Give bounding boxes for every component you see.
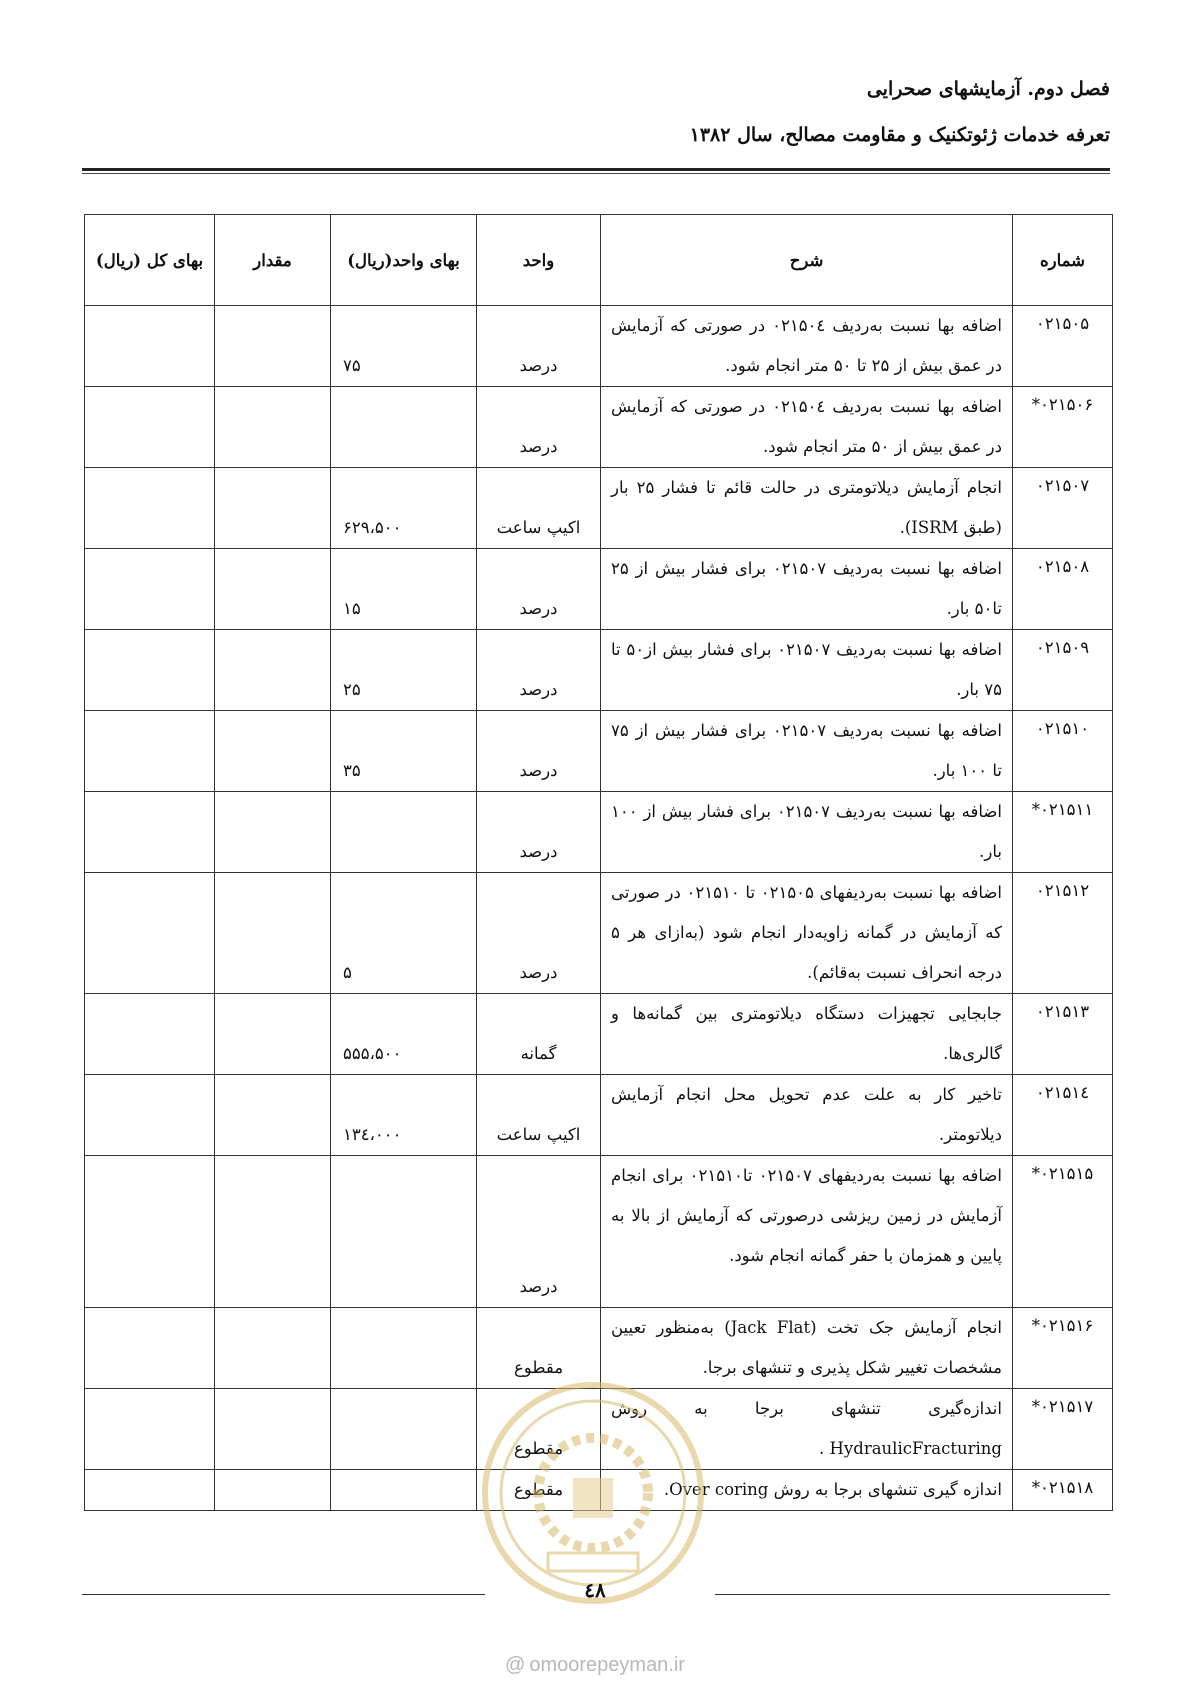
row-description: اضافه بها نسبت به‌ردیف ۰۲۱۵۰۷ برای فشار بیش از ۷۵ تا ۱۰۰ بار. [601, 711, 1013, 792]
tariff-table [84, 214, 1113, 1511]
row-unit-price: ۵ [331, 873, 477, 994]
page-number: ٤۸ [584, 1578, 606, 1602]
row-total [85, 792, 215, 873]
row-unit: درصد [477, 387, 601, 468]
row-unit: گمانه [477, 994, 601, 1075]
page-header [80, 76, 1110, 148]
row-code: ۰۲۱۵۱۷* [1013, 1389, 1113, 1470]
row-description: اندازه گیری تنشهای برجا به روش Over coring. [601, 1470, 1013, 1511]
row-code: ۰۲۱۵۱۲ [1013, 873, 1113, 994]
row-unit: درصد [477, 306, 601, 387]
row-quantity [215, 1075, 331, 1156]
row-quantity [215, 1470, 331, 1511]
row-quantity [215, 630, 331, 711]
row-quantity [215, 387, 331, 468]
watermark [0, 1654, 1190, 1677]
row-unit-price [331, 387, 477, 468]
row-quantity [215, 711, 331, 792]
row-total [85, 630, 215, 711]
row-unit: درصد [477, 1156, 601, 1308]
row-unit-price: ۱۵ [331, 549, 477, 630]
col-header-total: بهای کل (ریال) [85, 215, 215, 306]
row-total [85, 1389, 215, 1470]
row-total [85, 1075, 215, 1156]
row-total [85, 711, 215, 792]
table-row [85, 994, 1113, 1075]
row-unit: درصد [477, 630, 601, 711]
col-header-unit: واحد [477, 215, 601, 306]
footer-rule-left [82, 1594, 485, 1595]
table-row [85, 549, 1113, 630]
row-quantity [215, 1156, 331, 1308]
row-unit-price: ۳۵ [331, 711, 477, 792]
row-unit: مقطوع [477, 1308, 601, 1389]
row-unit-price [331, 1470, 477, 1511]
table-row [85, 1308, 1113, 1389]
row-description: اندازه‌گیری تنشهای برجا به روش HydraulicFracturing . [601, 1389, 1013, 1470]
row-unit: درصد [477, 792, 601, 873]
row-unit-price: ۵۵۵،۵۰۰ [331, 994, 477, 1075]
footer-rule-right [715, 1594, 1110, 1595]
row-quantity [215, 468, 331, 549]
col-header-quantity: مقدار [215, 215, 331, 306]
row-quantity [215, 873, 331, 994]
row-unit-price [331, 1389, 477, 1470]
row-description: جابجایی تجهیزات دستگاه دیلاتومتری بین گمانه‌ها و گالری‌ها. [601, 994, 1013, 1075]
row-description: انجام آزمایش دیلاتومتری در حالت قائم تا فشار ۲۵ بار (طبق ISRM). [601, 468, 1013, 549]
table-row [85, 630, 1113, 711]
row-total [85, 994, 215, 1075]
row-code: ۰۲۱۵۱٤ [1013, 1075, 1113, 1156]
row-code: ۰۲۱۵۱۶* [1013, 1308, 1113, 1389]
row-code: ۰۲۱۵۰۶* [1013, 387, 1113, 468]
row-description: اضافه بها نسبت به‌ردیف ۰۲۱۵۰۷ برای فشار بیش از۵۰ تا ۷۵ بار. [601, 630, 1013, 711]
table-row [85, 1156, 1113, 1308]
row-quantity [215, 1308, 331, 1389]
row-total [85, 468, 215, 549]
watermark-text: omoorepeyman.ir [529, 1654, 685, 1676]
row-description: اضافه بها نسبت به‌ردیفهای ۰۲۱۵۰۷ تا۰۲۱۵۱۰ برای انجام آزمایش در زمین ریزشی درصورتی که آزمایش از بالا به پایین و همزمان با حفر گمانه انجام شود. [601, 1156, 1013, 1308]
row-description: اضافه بها نسبت به‌ردیف ۰۲۱۵۰۷ برای فشار بیش از ۲۵ تا۵۰ بار. [601, 549, 1013, 630]
table-row [85, 468, 1113, 549]
row-description: انجام آزمایش جک تخت (Jack Flat) به‌منظور تعیین مشخصات تغییر شکل پذیری و تنشهای برجا. [601, 1308, 1013, 1389]
row-unit-price: ۲۵ [331, 630, 477, 711]
row-quantity [215, 1389, 331, 1470]
document-subtitle: تعرفه خدمات ژئوتکنیک و مقاومت مصالح، سال ۱۳۸۲ [689, 124, 1110, 146]
at-icon: @ [505, 1654, 526, 1676]
col-header-unit-price: بهای واحد(ریال) [331, 215, 477, 306]
row-total [85, 1470, 215, 1511]
row-description: اضافه بها نسبت به‌ردیف ۰۲۱۵۰٤ در صورتی که آزمایش در عمق بیش از ۵۰ متر انجام شود. [601, 387, 1013, 468]
row-total [85, 1308, 215, 1389]
row-description: اضافه بها نسبت به‌ردیف ۰۲۱۵۰۷ برای فشار بیش از ۱۰۰ بار. [601, 792, 1013, 873]
row-code: ۰۲۱۵۰۷ [1013, 468, 1113, 549]
row-description: تاخیر کار به علت عدم تحویل محل انجام آزمایش دیلاتومتر. [601, 1075, 1013, 1156]
row-unit-price: ۷۵ [331, 306, 477, 387]
table-row [85, 792, 1113, 873]
row-quantity [215, 549, 331, 630]
header-rule-thin [82, 173, 1110, 174]
row-unit: اکیپ ساعت [477, 1075, 601, 1156]
table-row [85, 1075, 1113, 1156]
row-code: ۰۲۱۵۱۵* [1013, 1156, 1113, 1308]
header-rule-thick [82, 168, 1110, 171]
table-header-row [85, 215, 1113, 306]
table-row [85, 387, 1113, 468]
col-header-code: شماره [1013, 215, 1113, 306]
row-unit: مقطوع [477, 1389, 601, 1470]
row-total [85, 387, 215, 468]
seal-stamp-icon [478, 1378, 708, 1608]
table-row [85, 306, 1113, 387]
row-quantity [215, 792, 331, 873]
row-unit: درصد [477, 711, 601, 792]
row-description: اضافه بها نسبت به‌ردیف ۰۲۱۵۰٤ در صورتی که آزمایش در عمق بیش از ۲۵ تا ۵۰ متر انجام شود. [601, 306, 1013, 387]
row-unit: درصد [477, 873, 601, 994]
row-unit-price: ۶۲۹،۵۰۰ [331, 468, 477, 549]
row-unit-price [331, 792, 477, 873]
row-total [85, 873, 215, 994]
row-code: ۰۲۱۵۰۵ [1013, 306, 1113, 387]
row-description: اضافه بها نسبت به‌ردیفهای ۰۲۱۵۰۵ تا ۰۲۱۵۱۰ در صورتی که آزمایش در گمانه زاویه‌دار انجام شود (به‌ازای هر ۵ درجه انحراف نسبت به‌قائم). [601, 873, 1013, 994]
row-code: ۰۲۱۵۱۸* [1013, 1470, 1113, 1511]
row-quantity [215, 306, 331, 387]
row-code: ۰۲۱۵۱۰ [1013, 711, 1113, 792]
row-unit-price: ۱۳٤،۰۰۰ [331, 1075, 477, 1156]
row-code: ۰۲۱۵۱۱* [1013, 792, 1113, 873]
row-unit: اکیپ ساعت [477, 468, 601, 549]
col-header-desc: شرح [601, 215, 1013, 306]
row-total [85, 306, 215, 387]
table-row [85, 873, 1113, 994]
row-unit: درصد [477, 549, 601, 630]
chapter-title: فصل دوم. آزمایشهای صحرایی [866, 78, 1110, 100]
row-code: ۰۲۱۵۰۸ [1013, 549, 1113, 630]
row-code: ۰۲۱۵۱۳ [1013, 994, 1113, 1075]
row-unit-price [331, 1308, 477, 1389]
row-quantity [215, 994, 331, 1075]
row-total [85, 1156, 215, 1308]
table-row [85, 711, 1113, 792]
row-unit: مقطوع [477, 1470, 601, 1511]
row-unit-price [331, 1156, 477, 1308]
row-code: ۰۲۱۵۰۹ [1013, 630, 1113, 711]
row-total [85, 549, 215, 630]
